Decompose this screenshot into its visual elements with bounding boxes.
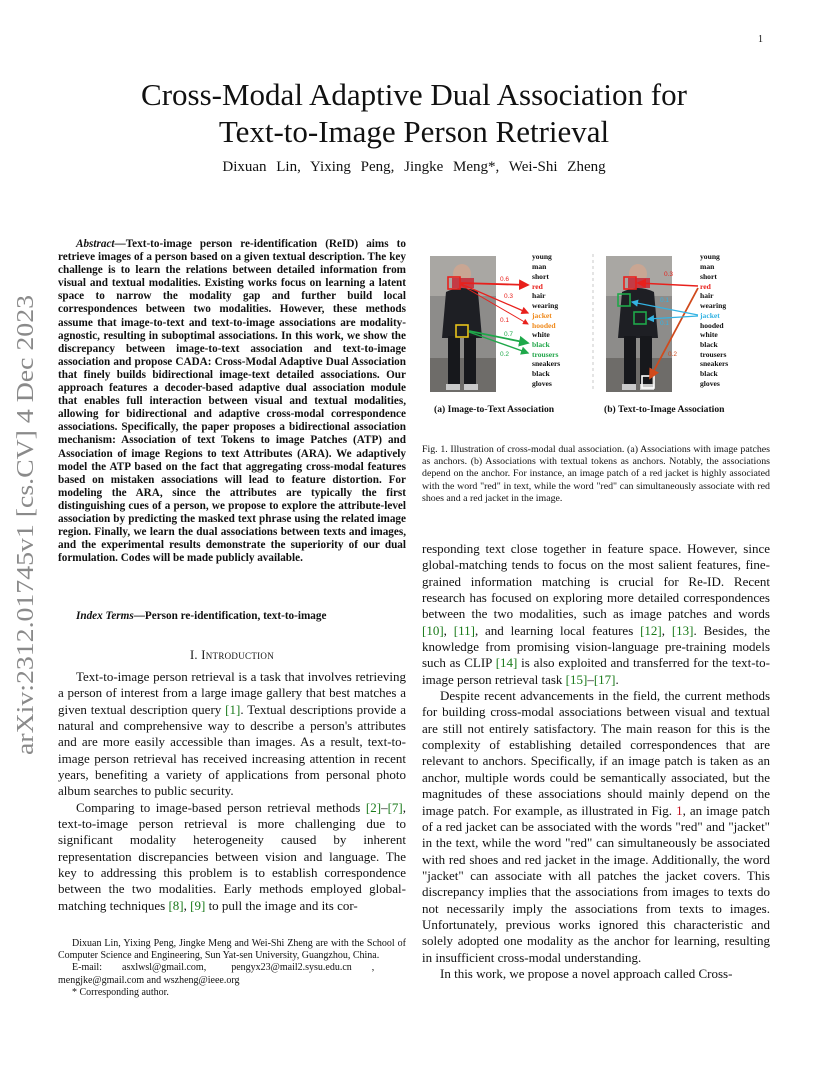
word-token: young [532, 252, 552, 261]
word-token: red [700, 282, 711, 291]
word-token: white [532, 330, 550, 339]
abstract [58, 238, 406, 565]
word-token: white [700, 330, 718, 339]
intro-paragraph-1: Text-to-image person retrieval is a task that involves retrieving a person of interest from a large image gallery that best matches a given textual description query [1]. Textual descriptions provide a natural and comprehensive way to describe a person's attributes and are more easily accessible than images. As a result, text-to-image person retrieval has received increasing attention in recent years, benefiting a variety of applications from personal photo album searches to public security. [58, 669, 406, 799]
word-token: gloves [532, 379, 552, 388]
figure-1-graphic [428, 250, 768, 420]
weight-label-b: 0.2 [668, 351, 678, 358]
subfigure-label-b: (b) Text-to-Image Association [604, 404, 725, 415]
word-token: trousers [700, 350, 727, 359]
citation-link[interactable]: [9] [190, 897, 206, 913]
arxiv-stamp [2, 290, 42, 760]
weight-label-b: 0.1 [660, 320, 670, 327]
author-list: Dixuan Lin, Yixing Peng, Jingke Meng*, Wei-Shi Zheng [222, 159, 606, 175]
footnote-corresponding: * Corresponding author. [72, 986, 169, 998]
footnote-email: E-mail: asxlwsl@gmail.com, pengyx23@mail2.sysu.edu.cn , [72, 962, 375, 974]
index-terms-text: —Person re-identification, text-to-image [133, 610, 327, 622]
word-token: black [700, 369, 718, 378]
person-photo-a [430, 256, 496, 392]
word-token: black [700, 340, 718, 349]
abstract-text: —Text-to-image person re-identification (ReID) aims to retrieve images of a person based on a given textual description. The key challenge is to learn the relations between detailed information from visual and textual modalities. Existing works focus on learning a latent space to narrow the modality gap and further build local correspondences between two modalities. However, these methods assume that image-to-text and text-to-image associations are modality-agnostic, resulting in suboptimal associations. In this work, we show the discrepancy between image-to-text association and text-to-image association and propose CADA: Cross-Modal Adaptive Dual Association that finely builds bidirectional image-text detailed associations. Our approach features a decoder-based adaptive dual association module that enables full interaction between visual and textual modalities, allowing for bidirectional and adaptive cross-modal correspondence associations. Specifically, the paper proposes a bidirectional association mechanism: Association of text Tokens to image Patches (ATP) and Association of image Regions to text Attributes (ARA). We adaptively model the ATP based on the fact that aggregating cross-modal features based on mistaken associations will lead to feature distortion. For modeling the ARA, since the attributes are typically the first distinguishing cues of a person, we propose to explore the attribute-level association by predicting the masked text phrase using the related image region. Finally, we learn the dual associations between texts and images, and the experimental results demonstrate the superiority of our dual formulation. Codes will be made publicly available. [58, 238, 406, 565]
word-token: hair [532, 291, 546, 300]
section-heading: I. Introduction [189, 648, 275, 662]
word-token: red [532, 282, 543, 291]
intro-paragraph-2: Comparing to image-based person retrieval methods [2]–[7], text-to-image person retrieval is more challenging due to significant modality heterogeneity caused by inherent representation discrepancies between vision and language. The key to addressing this problem is to establish correspondence between the two modalities. Early methods employed global-matching techniques [8], [9] to pull the image and its cor- [58, 799, 406, 913]
right-paragraph-3: In this work, we propose a novel approach called Cross- [440, 965, 733, 981]
word-token: gloves [700, 379, 720, 388]
figure-caption: Fig. 1. Illustration of cross-modal dual association. (a) Associations with image patches as anchors. (b) Associations with textual tokens as anchors. Notably, the associations depend on the anchor. For instance, an image patch of a red jacket is highly associated with the word "red" in text, while the word "red" can simultaneously associate with red shoes and a red jacket in the image. [422, 444, 770, 504]
intro-right-column [422, 541, 770, 982]
word-token: young [700, 252, 720, 261]
index-terms [58, 610, 406, 623]
weight-label-a: 0.6 [500, 276, 510, 283]
paper-title [80, 76, 748, 150]
figure-link[interactable]: 1 [676, 802, 683, 818]
weight-label-a: 0.3 [504, 293, 514, 300]
word-token: sneakers [532, 359, 561, 368]
word-token: man [700, 262, 715, 271]
weight-label-b: 0.3 [664, 271, 674, 278]
title-line-2: Text-to-Image Person Retrieval [218, 114, 610, 149]
subfigure-label-a: (a) Image-to-Text Association [434, 404, 555, 415]
word-list-a [531, 252, 560, 388]
footnote-email-cont: mengjke@gmail.com and wszheng@ieee.org [58, 974, 240, 986]
figure-1 [428, 250, 768, 420]
word-token: jacket [532, 311, 552, 320]
word-token: sneakers [700, 359, 729, 368]
word-token: hair [700, 291, 714, 300]
word-token: black [532, 369, 550, 378]
word-token: hooded [700, 321, 724, 330]
word-token: wearing [532, 301, 559, 310]
weight-label-a: 0.7 [504, 331, 514, 338]
arxiv-stamp-text: arXiv:2312.01745v1 [cs.CV] 4 Dec 2023 [12, 349, 39, 755]
footnote-affiliation: Dixuan Lin, Yixing Peng, Jingke Meng and Wei-Shi Zheng are with the School of Computer Science and Engineering, Sun Yat-sen University, Guangzhou, China. [58, 938, 406, 962]
citation-link[interactable]: [10] [422, 622, 444, 638]
weight-label-a: 0.2 [500, 351, 510, 358]
citation-link[interactable]: [15] [565, 671, 588, 687]
index-terms-label: Index Terms [76, 610, 134, 622]
word-token: wearing [700, 301, 727, 310]
footnote [58, 938, 406, 999]
right-paragraph-2: Despite recent advancements in the field, the current methods for building cross-modal associations between visual and textual are still not entirely satisfactory. The main reason for this is the complexity of establishing detailed correspondences that are relevant to anchors. Specifically, if an image patch is taken as an anchor, multiple words could be semantically associated, but the magnitudes of these associations should mainly depend on the image patch. For example, as illustrated in Fig. 1, an image patch of a red jacket can be associated with the words "red" and "jacket" in the text, while the word "red" can simultaneously be associated with red shoes and red jacket in the image. Additionally, the word "jacket" can associate with all patches the jacket covers. This discrepancy implies that the associations from images to texts do not necessarily imply the associations from texts to images. Unfortunately, previous works ignored this characteristic and solely adopted one modality as the anchor for learning, resulting in insufficient cross-modal understanding. [422, 688, 771, 965]
citation-link[interactable]: [2] [365, 799, 382, 815]
abstract-label: Abstract [76, 238, 115, 250]
word-token: short [532, 272, 549, 281]
weight-label-b: 0.1 [660, 297, 670, 304]
citation-link[interactable]: [1] [225, 701, 241, 717]
citation-link[interactable]: [13] [671, 622, 694, 638]
citation-link[interactable]: [11] [453, 622, 475, 638]
word-token: short [700, 272, 717, 281]
citation-link[interactable]: [8] [168, 897, 184, 913]
citation-link[interactable]: [12] [640, 622, 662, 638]
word-token: man [532, 262, 547, 271]
page-number: 1 [758, 34, 763, 45]
word-token: hooded [532, 321, 556, 330]
intro-left-column [58, 669, 406, 914]
weight-label-a: 0.1 [500, 317, 510, 324]
word-list-b [699, 252, 728, 388]
word-token: trousers [532, 350, 559, 359]
right-paragraph-1: responding text close together in feature space. However, since global-matching tends to focus on the most salient features, fine-grained information matching is crucial for Re-ID. Recent research has focused on exploring more detailed correspondences between the two modalities, such as image patches and words [10], [11], and learning local features [12], [13]. Besides, the knowledge from promising vision-language pre-training models such as CLIP [14] is also exploited and transferred for the text-to-image person retrieval task [15]–[17]. [422, 541, 770, 687]
title-line-1: Cross-Modal Adaptive Dual Association for [141, 77, 687, 112]
word-token: black [532, 340, 550, 349]
word-token: jacket [700, 311, 720, 320]
citation-link[interactable]: [7] [387, 799, 403, 815]
citation-link[interactable]: [17] [593, 671, 616, 687]
citation-link[interactable]: [14] [495, 655, 518, 671]
